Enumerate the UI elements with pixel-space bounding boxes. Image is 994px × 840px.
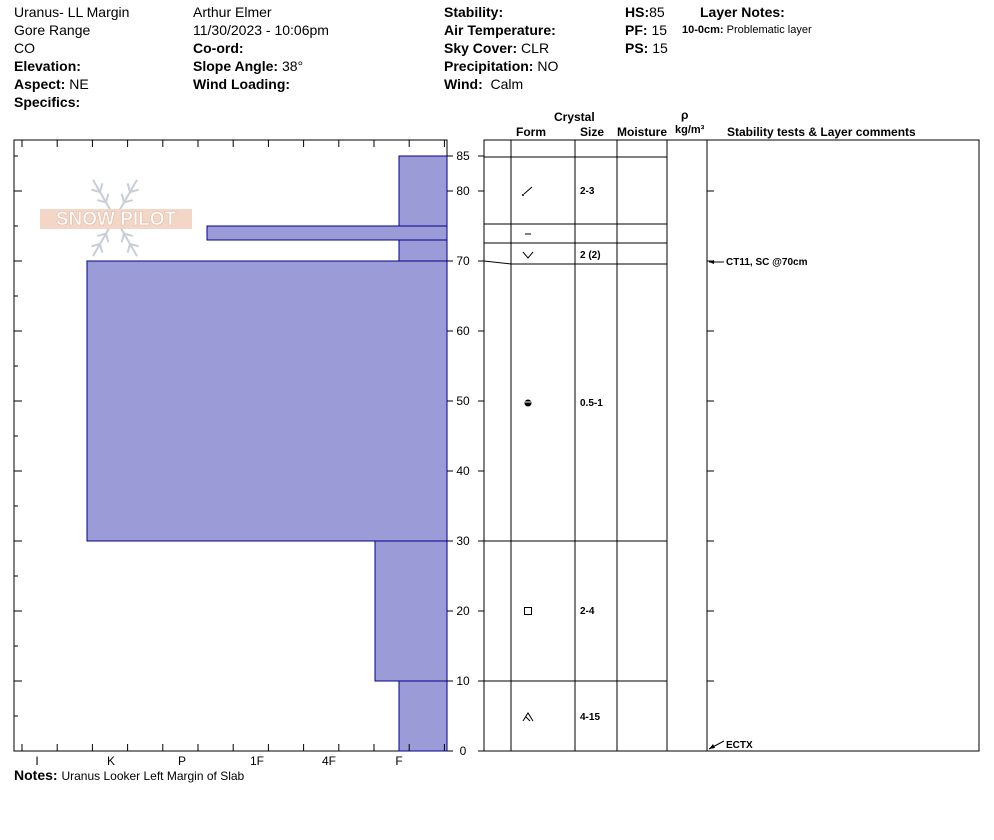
- crystal-form-melt-freeze: [525, 400, 532, 407]
- ps-label: PS:: [625, 40, 649, 56]
- hardness-layer-bar: [207, 226, 447, 240]
- crystal-size-label: 0.5-1: [580, 398, 603, 409]
- depth-axis-label: 30: [456, 534, 470, 548]
- hardness-axis-label: P: [177, 754, 187, 768]
- decomposing-dot: [522, 194, 524, 196]
- hardness-axis-label: K: [106, 754, 116, 768]
- depth-axis-label: 85: [456, 149, 470, 163]
- snowflake-branch: [100, 183, 102, 192]
- snowflake-branch: [122, 234, 124, 243]
- snowflake-branch: [128, 244, 130, 253]
- state: CO: [14, 40, 35, 56]
- moisture-header: Moisture: [617, 125, 668, 139]
- hardness-axis-label: I: [35, 754, 39, 768]
- density-unit: kg/m³: [675, 124, 705, 136]
- slope-label: Slope Angle:: [193, 58, 279, 74]
- sky-cover-value: CLR: [521, 40, 550, 56]
- depth-axis-label: 80: [456, 184, 470, 198]
- faceted-icon: [525, 608, 532, 615]
- precipitation-value: NO: [537, 58, 559, 74]
- crystal-form-surface-hoar: [523, 252, 533, 258]
- depth-axis-label: 10: [456, 674, 470, 688]
- aspect-label: Aspect:: [14, 76, 66, 92]
- snowflake-branch: [122, 194, 124, 203]
- depth-axis-label: 20: [456, 604, 470, 618]
- density-symbol: ρ: [681, 108, 689, 122]
- hardness-layer-bar: [399, 681, 447, 751]
- depth-axis-label: 70: [456, 254, 470, 268]
- precipitation-label: Precipitation:: [444, 58, 534, 74]
- ps-value: 15: [652, 40, 668, 56]
- hardness-axis-label: F: [395, 754, 403, 768]
- depth-axis-label: 60: [456, 324, 470, 338]
- wind-label: Wind:: [444, 76, 483, 92]
- wind-value: Calm: [490, 76, 524, 92]
- hardness-axis-label: 4F: [321, 754, 337, 768]
- logo-text: SNOW PILOT: [55, 209, 177, 230]
- crystal-form-depth-hoar: [523, 713, 533, 721]
- observer-name: Arthur Elmer: [193, 4, 272, 20]
- depth-axis-label: 40: [456, 464, 470, 478]
- layer-table-frame: [484, 140, 979, 751]
- depth-axis-label: 0: [459, 744, 467, 758]
- crystal-size-label: 2-4: [580, 606, 595, 617]
- hardness-layer-bar: [87, 261, 447, 541]
- snowpilot-logo: [40, 180, 192, 256]
- crystal-size-label: 2 (2): [580, 250, 601, 261]
- location-name: Uranus- LL Margin: [14, 4, 130, 20]
- stability-label: Stability:: [444, 4, 504, 20]
- size-header: Size: [580, 125, 605, 139]
- specifics-label: Specifics:: [14, 94, 81, 110]
- hardness-layer-bar: [399, 156, 447, 226]
- hs-value: 85: [649, 4, 665, 20]
- notes-label: Notes:: [14, 767, 58, 783]
- aspect-value: NE: [69, 76, 89, 92]
- hardness-axis-label: 1F: [249, 754, 265, 768]
- pf-value: 15: [651, 22, 668, 38]
- snowflake-branch: [128, 183, 130, 192]
- elevation-label: Elevation:: [14, 58, 81, 74]
- layer-notes-label: Layer Notes:: [700, 4, 785, 20]
- hardness-layer-bar: [375, 541, 447, 681]
- coord-label: Co-ord:: [193, 40, 244, 56]
- layer-note-depth: 10-0cm:: [682, 24, 724, 36]
- wind-loading-label: Wind Loading:: [193, 76, 291, 92]
- crystal-form-faceted: [525, 608, 532, 615]
- crystal-size-label: 4-15: [580, 712, 601, 723]
- snowflake-branch: [106, 234, 108, 243]
- snowflake-branch: [106, 194, 108, 203]
- surface-hoar-icon: [523, 252, 533, 258]
- stability-comments-header: Stability tests & Layer comments: [727, 125, 916, 139]
- stability-test-label: ECTX: [726, 740, 753, 751]
- slope-value: 38°: [281, 58, 304, 74]
- crystal-size-label: 2-3: [580, 186, 595, 197]
- depth-axis-label: 50: [456, 394, 470, 408]
- form-header: Form: [516, 125, 546, 139]
- decomposing-icon: [524, 187, 532, 194]
- notes-text: Uranus Looker Left Margin of Slab: [61, 769, 245, 783]
- crystal-form-decomposing: [522, 187, 532, 196]
- hardness-layer-bar: [399, 240, 447, 261]
- sky-cover-label: Sky Cover:: [444, 40, 518, 56]
- layer-note-text: Problematic layer: [726, 24, 812, 36]
- hs-label: HS:: [625, 4, 650, 20]
- stability-arrow-icon: [709, 744, 715, 749]
- depth-hoar-icon: [523, 713, 533, 721]
- air-temperature-label: Air Temperature:: [444, 22, 556, 38]
- pf-label: PF:: [625, 22, 648, 38]
- observation-datetime: 11/30/2023 - 10:06pm: [193, 22, 329, 38]
- snowflake-branch: [100, 244, 102, 253]
- melt-freeze-icon: [525, 400, 532, 407]
- crystal-header: Crystal: [554, 110, 595, 124]
- mountain-range: Gore Range: [14, 22, 91, 38]
- stability-test-label: CT11, SC @70cm: [726, 257, 808, 268]
